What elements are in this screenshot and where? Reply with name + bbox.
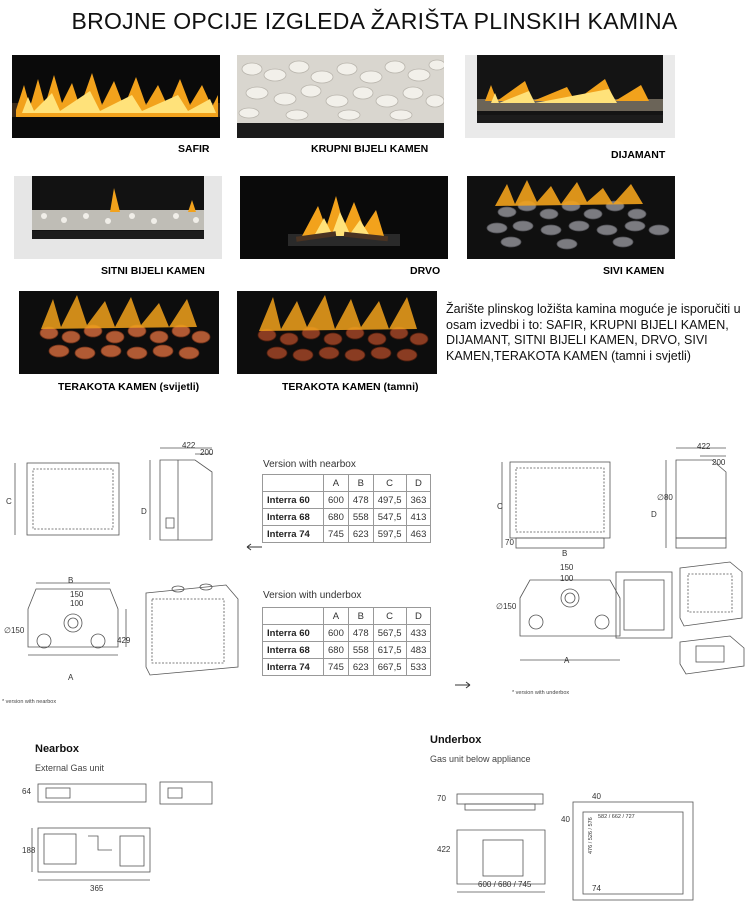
caption-terakota-svijetli: TERAKOTA KAMEN (svijetli)	[58, 381, 200, 393]
caption-sivi-kamen: SIVI KAMEN	[603, 265, 665, 277]
underbox-subtitle: Gas unit below appliance	[430, 754, 531, 764]
photo-krupni-bijeli-kamen	[237, 55, 444, 138]
table-row: Interra 74 745 623 597,5 463	[263, 526, 431, 543]
description-text: Žarište plinskog ložišta kamina moguće je isporučiti u osam izvedbi i to: SAFIR, KRUPNI BIJELI KAMEN, DIJAMANT, SITNI BIJELI KAMEN, DRVO, SIVI KAMEN,TERAKOTA KAMEN (tamni i svjetli)	[446, 302, 741, 363]
nearbox-dim-64-label: 64	[22, 787, 31, 796]
caption-sitni-bijeli-kamen: SITNI BIJELI KAMEN	[101, 265, 205, 277]
caption-safir: SAFIR	[178, 143, 210, 155]
underbox-dim-inner-w-label: 582 / 662 / 727	[598, 814, 635, 820]
ub-dim-422-label: 422	[697, 442, 711, 451]
nearbox-drawing	[28, 776, 228, 891]
dim-dia150-label: ∅150	[4, 626, 25, 635]
nearbox-subtitle: External Gas unit	[35, 763, 105, 773]
caption-drvo: DRVO	[410, 265, 441, 277]
note-nearbox: * version with nearbox	[2, 699, 57, 705]
underbox-table-title: Version with underbox	[263, 590, 362, 601]
ub-dim-70-label: 70	[505, 538, 514, 547]
ub-dim-150-label: 150	[560, 563, 574, 572]
underbox-dim-74-label: 74	[592, 884, 601, 893]
dim-a-label: A	[68, 673, 74, 682]
table-row: Interra 60 600 478 497,5 363	[263, 492, 431, 509]
page-title: BROJNE OPCIJE IZGLEDA ŽARIŠTA PLINSKIH KAMINA	[71, 8, 678, 34]
top-iso-view-drawing-nearbox	[0, 575, 250, 685]
caption-dijamant: DIJAMANT	[611, 149, 666, 161]
ub-dim-dia150-label: ∅150	[496, 602, 517, 611]
arrow-left-icon	[244, 542, 264, 552]
ub-dim-80-label: ∅80	[657, 493, 673, 502]
underbox-dim-40a-label: 40	[592, 792, 601, 801]
underbox-dim-width-label: 600 / 680 / 745	[478, 880, 532, 889]
table-row: Interra 68 680 558 547,5 413	[263, 509, 431, 526]
photo-sivi-kamen	[467, 176, 675, 259]
photo-drvo	[240, 176, 448, 259]
caption-terakota-tamni: TERAKOTA KAMEN (tamni)	[282, 381, 419, 393]
ub-dim-c-label: C	[497, 502, 503, 511]
nearbox-dim-188-label: 188	[22, 846, 36, 855]
photo-dijamant	[465, 55, 675, 138]
ub-dim-a-label: A	[564, 656, 570, 665]
underbox-dim-70-label: 70	[437, 794, 446, 803]
underbox-title: Underbox	[430, 734, 482, 746]
dim-c-label: C	[6, 497, 12, 506]
underbox-dim-422-label: 422	[437, 845, 451, 854]
nearbox-title: Nearbox	[35, 743, 80, 755]
arrow-right-icon	[453, 680, 473, 690]
dim-429-label: 429	[117, 636, 131, 645]
nearbox-table-title: Version with nearbox	[263, 459, 356, 470]
underbox-dim-40b-label: 40	[561, 815, 570, 824]
dim-100-label: 100	[70, 599, 84, 608]
note-underbox: * version with underbox	[512, 690, 570, 696]
photo-terakota-svijetli	[19, 291, 219, 374]
ub-dim-100-label: 100	[560, 574, 574, 583]
dim-150-label: 150	[70, 590, 84, 599]
table-row: Interra 60 600 478 567,5 433	[263, 625, 431, 642]
table-row: Interra 68 680 558 617,5 483	[263, 642, 431, 659]
ub-dim-d-label: D	[651, 510, 657, 519]
dim-200-label: 200	[200, 448, 214, 457]
caption-krupni-bijeli-kamen: KRUPNI BIJELI KAMEN	[311, 143, 429, 155]
dim-b-label: B	[68, 576, 74, 585]
nearbox-dimension-table: A B C D Interra 60 600 478 497,5 363 Interra 68 680 558 547,5 413 Interra 74 745 623 597,5 463	[262, 474, 431, 543]
photo-terakota-tamni	[237, 291, 437, 374]
ub-dim-b-label: B	[562, 549, 568, 558]
underbox-dimension-table: A B C D Interra 60 600 478 567,5 433 Interra 68 680 558 617,5 483 Interra 74 745 623 667,5 533	[262, 607, 431, 676]
photo-sitni-bijeli-kamen	[14, 176, 222, 259]
ub-dim-200-label: 200	[712, 458, 726, 467]
dim-422-label: 422	[182, 441, 196, 450]
underbox-drawings	[490, 440, 749, 680]
nearbox-dim-365-label: 365	[90, 884, 104, 893]
table-row: Interra 74 745 623 667,5 533	[263, 659, 431, 676]
photo-safir	[12, 55, 220, 138]
dim-d-label: D	[141, 507, 147, 516]
underbox-dim-inner-h-label: 476 / 526 / 576	[588, 817, 594, 854]
